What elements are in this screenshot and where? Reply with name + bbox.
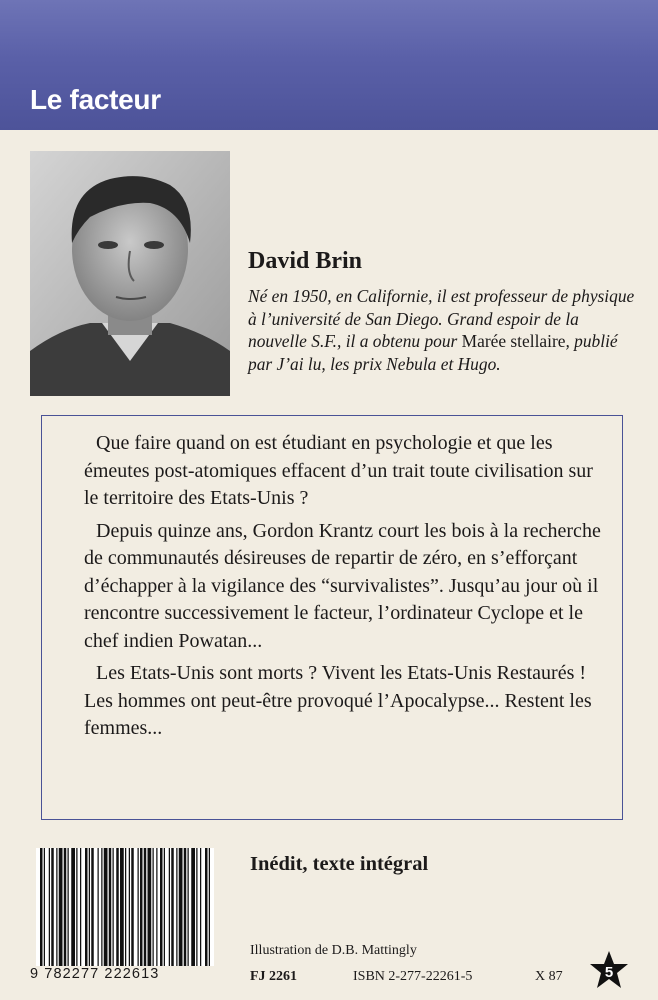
author-bio <box>248 285 638 375</box>
isbn: ISBN 2-277-22261-5 <box>353 969 473 984</box>
barcode <box>36 848 214 966</box>
price-category-star <box>589 950 629 990</box>
bio-text-start: Né en 1950, en Californie, il est professeur de physique à l’université de San Diego. Grand espoir de la nouvelle S.F., il a obtenu pour <box>248 286 635 352</box>
synopsis-paragraph-2: Depuis quinze ans, Gordon Krantz court les bois à la recherche de communautés désireuses de repartir de zéro, en s’efforçant d’échapper à la vigilance des “survivalistes”. Jusqu’au jour où il rencontre successivement le facteur, l’ordinateur Cyclope et le chef indien Powatan... <box>84 519 601 652</box>
bio-text-end: , publié par J’ai lu, les prix Nebula et Hugo. <box>248 331 618 374</box>
author-name: David Brin <box>248 248 363 274</box>
barcode-digits: 9 782277 222613 <box>30 966 160 982</box>
synopsis-paragraph-3: Les Etats-Unis sont morts ? Vivent les Etats-Unis Restaurés ! Les hommes ont peut-être provoqué l’Apocalypse... Restent les femmes... <box>84 662 592 739</box>
synopsis-box <box>41 415 623 820</box>
book-title: Le facteur <box>30 84 161 115</box>
title-banner <box>0 0 658 130</box>
author-photo <box>30 151 230 396</box>
collection-code: FJ 2261 <box>250 969 298 984</box>
price-code: X 87 <box>535 969 563 984</box>
illustration-credit: Illustration de D.B. Mattingly <box>250 943 417 958</box>
synopsis-paragraph-1: Que faire quand on est étudiant en psychologie et que les émeutes post-atomiques effacent d’un trait toute civilisation sur le territoire des Etats-Unis ? <box>84 432 593 509</box>
price-category-number: 5 <box>604 964 614 981</box>
bio-book-title: Marée stellaire <box>461 331 566 352</box>
edition-mention: Inédit, texte intégral <box>250 853 429 875</box>
